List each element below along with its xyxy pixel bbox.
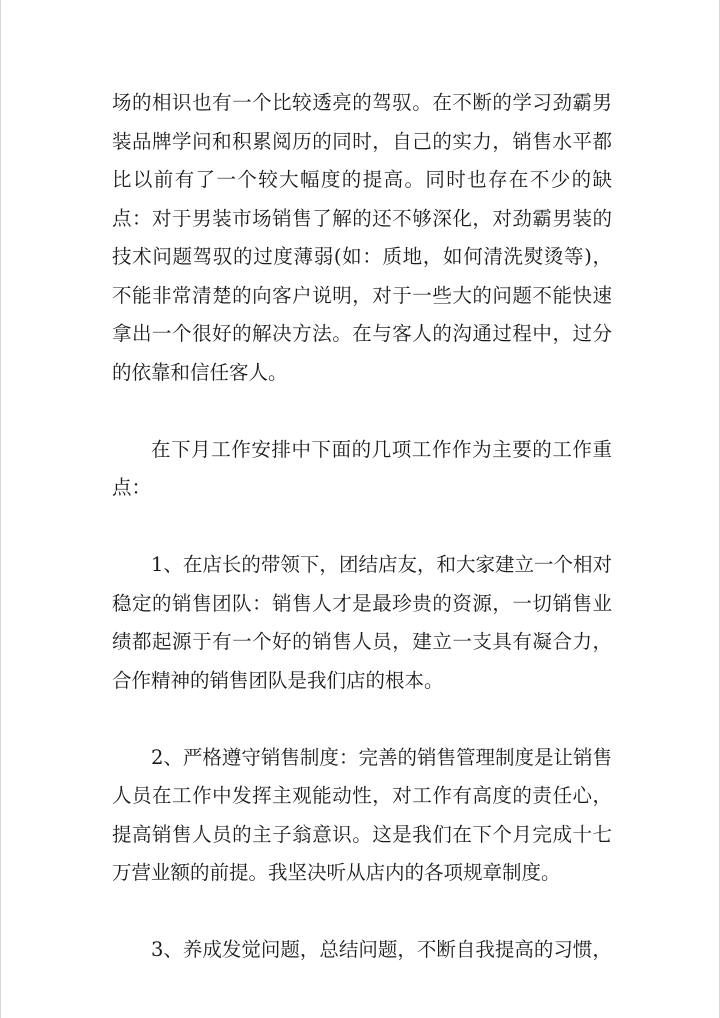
paragraph-item-2: 2、严格遵守销售制度：完善的销售管理制度是让销售人员在工作中发挥主观能动性，对工作有高度的责任心，提高销售人员的主子翁意识。这是我们在下个月完成十七万营业额的前提。我坚决听从店内的各项规章制度。 <box>112 745 612 884</box>
document-body <box>112 84 612 1008</box>
paragraph-item-1: 1、在店长的带领下，团结店友，和大家建立一个相对稳定的销售团队：销售人才是最珍贵的资源，一切销售业绩都起源于有一个好的销售人员，建立一支具有凝合力，合作精神的销售团队是我们店的根本。 <box>112 553 612 692</box>
paragraph-work-focus-intro: 在下月工作安排中下面的几项工作作为主要的工作重点： <box>112 437 612 499</box>
paragraph-continuation: 场的相识也有一个比较透亮的驾驭。在不断的学习劲霸男装品牌学问和积累阅历的同时，自己的实力，销售水平都比以前有了一个较大幅度的提高。同时也存在不少的缺点：对于男装市场销售了解的还不够深化，对劲霸男装的技术问题驾驭的过度薄弱(如：质地，如何清洗熨烫等)，不能非常清楚的向客户说明，对于一些大的问题不能快速拿出一个很好的解决方法。在与客人的沟通过程中，过分的依靠和信任客人。 <box>112 91 612 384</box>
paragraph-item-3: 3、养成发觉问题，总结问题，不断自我提高的习惯， <box>151 938 612 961</box>
